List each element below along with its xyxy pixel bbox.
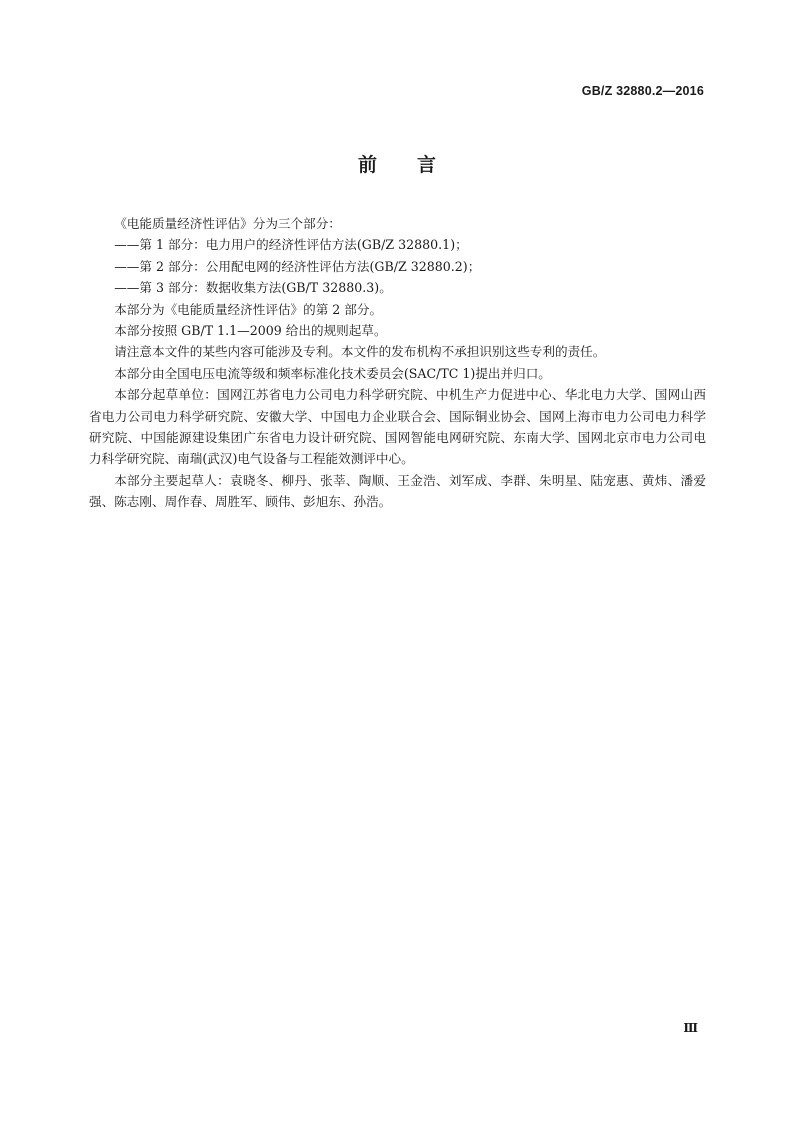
document-id: GB/Z 32880.2—2016 [581,84,704,98]
paragraph-drafting-units: 本部分起草单位：国网江苏省电力公司电力科学研究院、中机生产力促进中心、华北电力大学、国网山西省电力公司电力科学研究院、安徽大学、中国电力企业联合会、国际铜业协会、国网上海市电力公司电力科学研究院、中国能源建设集团广东省电力设计研究院、国网智能电网研究院、东南大学、国网北京市电力公司电力科学研究院、南瑞(武汉)电气设备与工程能效测评中心。 [89,387,706,467]
page-title: 前言 [357,154,476,176]
paragraph-proposer: 本部分由全国电压电流等级和频率标准化技术委员会(SAC/TC 1)提出并归口。 [114,365,551,381]
paragraph-intro: 《电能质量经济性评估》分为三个部分： [114,216,341,231]
foreword-body [89,213,706,513]
paragraph-patent-notice: 请注意本文件的某些内容可能涉及专利。本文件的发布机构不承担识别这些专利的责任。 [114,344,606,360]
paragraph-part-2: ——第 2 部分：公用配电网的经济性评估方法(GB/Z 32880.2)； [114,258,481,274]
paragraph-part-3: ——第 3 部分：数据收集方法(GB/T 32880.3)。 [114,280,392,296]
page-number: Ⅲ [683,1021,698,1035]
paragraph-drafting-rules: 本部分按照 GB/T 1.1—2009 给出的规则起草。 [114,323,387,339]
paragraph-this-part: 本部分为《电能质量经济性评估》的第 2 部分。 [114,301,383,317]
paragraph-drafters: 本部分主要起草人：袁晓冬、柳丹、张莘、陶顺、王金浩、刘军成、李群、朱明星、陆宠惠、黄炜、潘爱强、陈志刚、周作春、周胜军、顾伟、彭旭东、孙浩。 [89,472,706,510]
paragraph-part-1: ——第 1 部分：电力用户的经济性评估方法(GB/Z 32880.1)； [114,237,468,253]
